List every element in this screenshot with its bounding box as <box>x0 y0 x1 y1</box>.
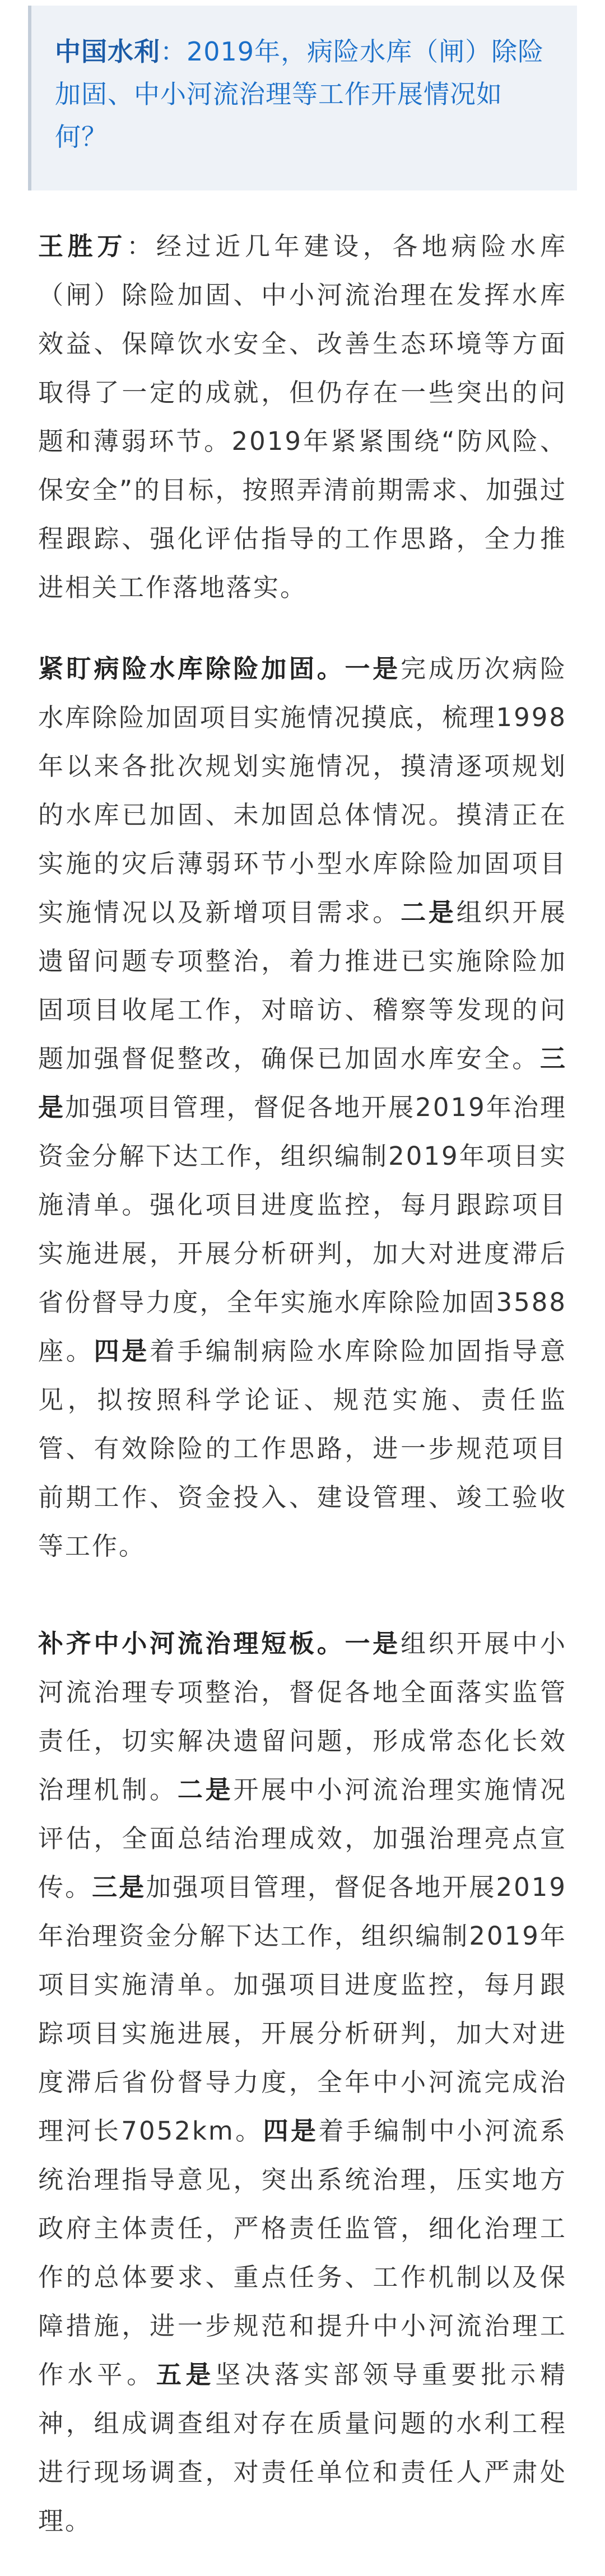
reservoir-point-4-label: 四是 <box>94 1336 150 1366</box>
question-colon: ： <box>160 36 187 67</box>
question-box <box>28 6 577 190</box>
reservoir-point-1-text: 完成历次病险水库除险加固项目实施情况摸底，梳理1998年以来各批次规划实施情况，摸清逐项规划的水库已加固、未加固总体情况。摸清正在实施的灾后薄弱环节小型水库除险加固项目实施情况以及新增项目需求。 <box>38 654 567 927</box>
reservoir-point-1-label: 一是 <box>345 654 401 683</box>
river-point-5-label: 五是 <box>156 2360 216 2389</box>
river-point-1-text: 组织开展中小河流治理专项整治，督促各地全面落实监管责任，切实解决遗留问题，形成常态化长效治理机制。 <box>38 1629 567 1805</box>
river-point-3-text: 加强项目管理，督促各地开展2019年治理资金分解下达工作，组织编制2019年项目实施清单。加强项目进度监控，每月跟踪项目实施进展，开展分析研判，加大对进度滞后省份督导力度，全年中小河流完成治理河长7052km。 <box>38 1872 567 2146</box>
reservoir-section-paragraph <box>38 644 567 1570</box>
reservoir-point-2-text: 组织开展遗留问题专项整治，着力推进已实施除险加固项目收尾工作，对暗访、稽察等发现的问题加强督促整改，确保已加固水库安全。 <box>38 898 567 1073</box>
answer-speaker-colon: ： <box>127 231 156 261</box>
reservoir-point-3-text: 加强项目管理，督促各地开展2019年治理资金分解下达工作，组织编制2019年项目实施清单。强化项目进度监控，每月跟踪项目实施进展，开展分析研判，加大对进度滞后省份督导力度，全年实施水库除险加固3588座。 <box>38 1092 567 1366</box>
reservoir-point-3-label: 三是 <box>38 1044 567 1122</box>
question-asker: 中国水利 <box>55 36 160 67</box>
answer-intro-text: 经过近几年建设，各地病险水库（闸）除险加固、中小河流治理在发挥水库效益、保障饮水安全、改善生态环境等方面取得了一定的成就，但仍存在一些突出的问题和薄弱环节。2019年紧紧围绕“防风险、保安全”的目标，按照弄清前期需求、加强过程跟踪、强化评估指导的工作思路，全力推进相关工作落地落实。 <box>38 231 567 602</box>
reservoir-point-2-label: 二是 <box>401 898 457 927</box>
question-text: 2019年，病险水库（闸）除险加固、中小河流治理等工作开展情况如何？ <box>55 36 544 152</box>
answer-speaker: 王胜万 <box>38 231 127 261</box>
answer-intro-paragraph <box>38 222 567 612</box>
reservoir-point-4-text: 着手编制病险水库除险加固指导意见，拟按照科学论证、规范实施、责任监管、有效除险的工作思路，进一步规范项目前期工作、资金投入、建设管理、竣工验收等工作。 <box>38 1336 567 1561</box>
river-point-2-text: 开展中小河流治理实施情况评估，全面总结治理成效，加强治理亮点宣传。 <box>38 1775 567 1902</box>
river-point-4-text: 着手编制中小河流系统治理指导意见，突出系统治理，压实地方政府主体责任，严格责任监管，细化治理工作的总体要求、重点任务、工作机制以及保障措施，进一步规范和提升中小河流治理工作水平。 <box>38 2116 567 2389</box>
reservoir-section-heading: 紧盯病险水库除险加固。 <box>38 654 345 683</box>
river-section-paragraph <box>38 1619 567 2545</box>
river-point-5-text: 坚决落实部领导重要批示精神，组成调查组对存在质量问题的水利工程进行现场调查，对责任单位和责任人严肃处理。 <box>38 2360 567 2536</box>
river-section-heading: 补齐中小河流治理短板。 <box>38 1629 345 1658</box>
river-point-2-label: 二是 <box>177 1775 234 1805</box>
river-point-3-label: 三是 <box>92 1872 146 1902</box>
river-point-4-label: 四是 <box>263 2116 319 2146</box>
river-point-1-label: 一是 <box>345 1629 401 1658</box>
